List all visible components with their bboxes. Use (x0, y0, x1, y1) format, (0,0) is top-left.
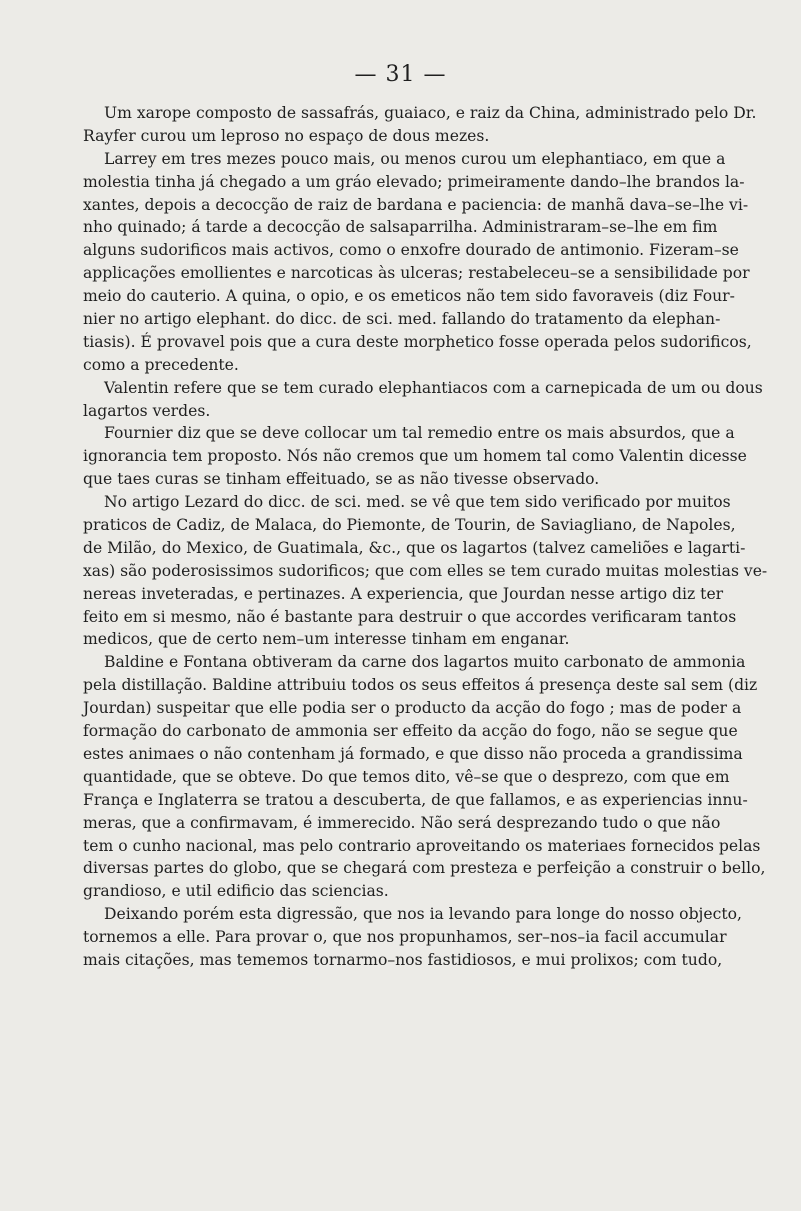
text-line: xantes, depois a decocção de raiz de bardana e paciencia: de manhã dava–se–lhe vi- (83, 195, 749, 214)
text-line: como a precedente. (83, 355, 239, 374)
page-number: — 31 — (354, 62, 447, 87)
text-line: meras, que a confirmavam, é immerecido. Não será desprezando tudo o que não (83, 813, 721, 832)
text-line: nier no artigo elephant. do dicc. de sci. med. fallando do tratamento da elephan- (83, 310, 721, 329)
text-line: ignorancia tem proposto. Nós não cremos que um homem tal como Valentin dicesse (83, 447, 747, 466)
text-line: estes animaes o não contenham já formado, e que disso não proceda a grandissima (83, 744, 743, 763)
text-line: Jourdan) suspeitar que elle podia ser o producto da acção do fogo ; mas de poder a (83, 699, 742, 718)
text-line: tornemos a elle. Para provar o, que nos propunhamos, ser–nos–ia facil accumular (83, 928, 727, 947)
text-line: Larrey em tres mezes pouco mais, ou menos curou um elephantiaco, em que a (104, 149, 726, 168)
text-line: mais citações, mas tememos tornarmo–nos fastidiosos, e mui prolixos; com tudo, (83, 950, 723, 969)
text-line: diversas partes do globo, que se chegará com presteza e perfeição a construir o bello, (83, 859, 766, 878)
text-line: Rayfer curou um leproso no espaço de dous mezes. (83, 126, 490, 145)
body-text (83, 102, 768, 972)
text-line: de Milão, do Mexico, de Guatimala, &c., que os lagartos (talvez cameliões e lagarti- (83, 538, 746, 557)
text-line: nereas inveteradas, e pertinazes. A experiencia, que Jourdan nesse artigo diz ter (83, 584, 724, 603)
text-line: nho quinado; á tarde a decocção de salsaparrilha. Administraram–se–lhe em fim (83, 218, 718, 237)
text-line: quantidade, que se obteve. Do que temos dito, vê–se que o desprezo, com que em (83, 767, 730, 786)
text-line: tem o cunho nacional, mas pelo contrario aproveitando os materiaes fornecidos pelas (83, 836, 761, 855)
text-line: No artigo Lezard do dicc. de sci. med. se vê que tem sido verificado por muitos (104, 493, 731, 512)
text-line: França e Inglaterra se tratou a descuberta, de que fallamos, e as experiencias innu- (83, 790, 748, 809)
text-line: pela distillação. Baldine attribuiu todos os seus effeitos á presença deste sal sem (diz (83, 676, 758, 695)
text-line: alguns sudorificos mais activos, como o enxofre dourado de antimonio. Fizeram–se (83, 241, 739, 260)
text-line: Deixando porém esta digressão, que nos ia levando para longe do nosso objecto, (104, 905, 742, 924)
text-line: Fournier diz que se deve collocar um tal remedio entre os mais absurdos, que a (104, 424, 735, 443)
text-line: medicos, que de certo nem–um interesse tinham em enganar. (83, 630, 570, 649)
text-line: que taes curas se tinham effeituado, se as não tivesse observado. (83, 470, 600, 489)
text-line: meio do cauterio. A quina, o opio, e os emeticos não tem sido favoraveis (diz Four- (83, 287, 735, 306)
text-line: grandioso, e util edificio das sciencias. (83, 882, 389, 901)
text-line: feito em si mesmo, não é bastante para destruir o que accordes verificaram tantos (83, 607, 737, 626)
text-line: applicações emollientes e narcoticas às ulceras; restabeleceu–se a sensibilidade por (83, 264, 750, 283)
text-line: Baldine e Fontana obtiveram da carne dos lagartos muito carbonato de ammonia (104, 653, 746, 672)
text-line: tiasis). É provavel pois que a cura deste morphetico fosse operada pelos sudorificos, (83, 332, 752, 351)
text-line: lagartos verdes. (83, 401, 211, 420)
text-line: formação do carbonato de ammonia ser effeito da acção do fogo, não se segue que (83, 722, 738, 741)
text-line: praticos de Cadiz, de Malaca, do Piemonte, de Tourin, de Saviagliano, de Napoles, (83, 516, 736, 535)
text-line: Valentin refere que se tem curado elephantiacos com a carnepicada de um ou dous (104, 378, 763, 397)
text-line: molestia tinha já chegado a um gráo elevado; primeiramente dando–lhe brandos la- (83, 172, 745, 191)
text-line: Um xarope composto de sassafrás, guaiaco, e raiz da China, administrado pelo Dr. (104, 104, 757, 122)
text-line: xas) são poderosissimos sudorificos; que com elles se tem curado muitas molestias ve- (83, 561, 768, 580)
